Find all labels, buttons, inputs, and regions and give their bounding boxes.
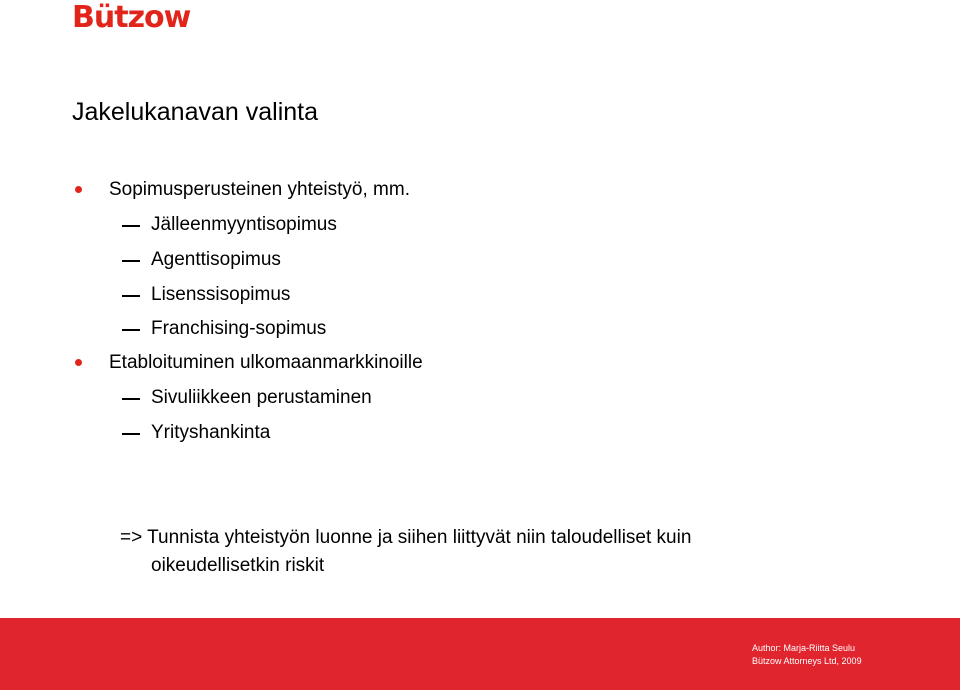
list-item: Jälleenmyyntisopimus	[151, 214, 337, 235]
butzow-logo: Bützow	[72, 0, 191, 35]
footer-credits	[752, 642, 862, 668]
footer-bar	[0, 618, 960, 690]
list-item: Sopimusperusteinen yhteistyö, mm.	[109, 179, 410, 200]
list-item: Etabloituminen ulkomaanmarkkinoille	[109, 352, 423, 373]
list-item: Yrityshankinta	[151, 422, 271, 443]
bullet-dot-icon	[75, 186, 82, 193]
slide-title: Jakelukanavan valinta	[72, 98, 318, 126]
list-item: Sivuliikkeen perustaminen	[151, 387, 372, 408]
dash-icon	[122, 329, 140, 331]
conclusion-line-2: oikeudellisetkin riskit	[151, 555, 325, 576]
dash-icon	[122, 398, 140, 400]
conclusion-line-1: => Tunnista yhteistyön luonne ja siihen liittyvät niin taloudelliset kuin	[120, 527, 692, 548]
dash-icon	[122, 433, 140, 435]
list-item: Franchising-sopimus	[151, 318, 327, 339]
conclusion-text	[120, 524, 691, 580]
dash-icon	[122, 260, 140, 262]
list-item: Agenttisopimus	[151, 249, 281, 270]
footer-author: Author: Marja-Riitta Seulu	[752, 643, 856, 653]
footer-copyright: Bützow Attorneys Ltd, 2009	[752, 656, 862, 666]
bullet-dot-icon	[75, 359, 82, 366]
dash-icon	[122, 295, 140, 297]
list-item: Lisenssisopimus	[151, 284, 291, 305]
dash-icon	[122, 225, 140, 227]
